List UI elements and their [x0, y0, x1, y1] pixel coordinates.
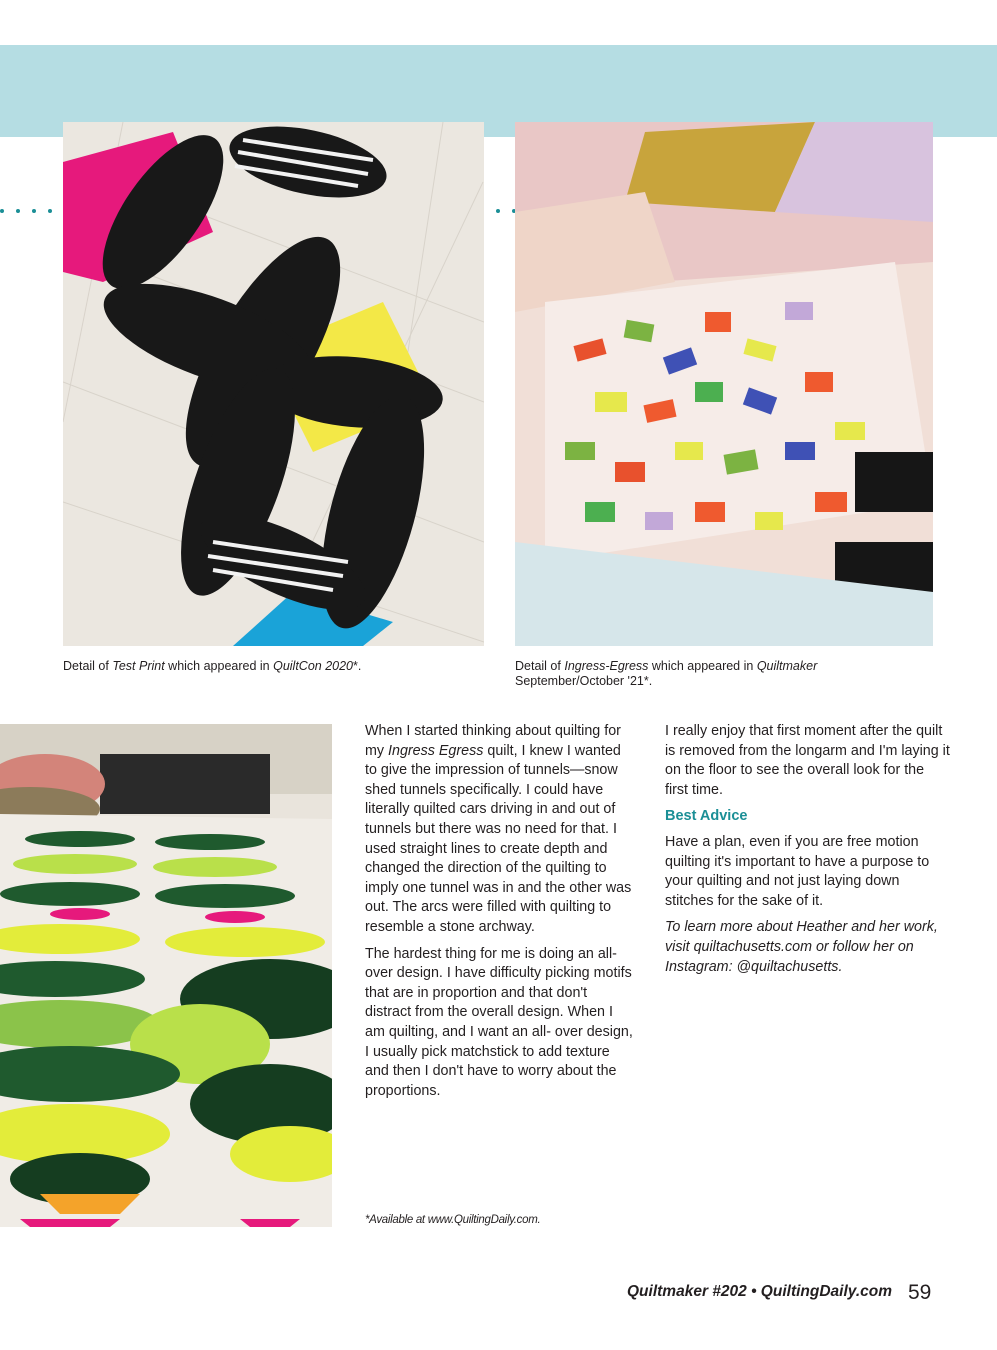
test-print-quilt-photo [63, 122, 484, 646]
caption-text: which appeared in [164, 659, 274, 673]
body-column-2 [665, 722, 950, 984]
paragraph: I really enjoy that first moment after the quilt is removed from the longarm and I'm laying it on the floor to see the overall look for the first time. [665, 723, 950, 798]
caption-quilt-title: Ingress-Egress [564, 659, 649, 673]
quilt-title: Ingress Egress [388, 742, 484, 759]
caption-ingress-egress [515, 659, 935, 689]
footnote: *Available at www.QuiltingDaily.com. [365, 1214, 541, 1226]
caption-text: Detail of [515, 659, 565, 673]
ingress-egress-quilt-photo [515, 122, 933, 646]
caption-text: September/October '21*. [515, 674, 653, 688]
caption-test-print [63, 659, 493, 674]
caption-text: Detail of [63, 659, 113, 673]
page-number: 59 [908, 1281, 932, 1304]
paragraph [365, 722, 633, 938]
section-heading: Best Advice [665, 808, 748, 825]
leaf-quilt-bed-photo [0, 724, 332, 1227]
paragraph: Have a plan, even if you are free motion quilting it's important to have a purpose to your quilting and not just laying down stitches for the sake of it. [665, 833, 930, 909]
footer-publication: Quiltmaker #202 • QuiltingDaily.com [627, 1283, 892, 1300]
caption-source: QuiltCon 2020 [273, 659, 354, 673]
paragraph: The hardest thing for me is doing an all- over design. I have difficulty picking motifs that are in proportion and that don't distract from the overall design. When I am quilting, and I want an all- over design, I usually pick matchstick to add texture and then I don't have to worry about the proportions. [365, 945, 633, 1099]
body-column-1 [365, 722, 633, 1108]
text: quilt, I knew I wanted to give the impression of tunnels—snow shed tunnels specifically. I could have literally quilted cars driving in and out of tunnels but there was no need for that. I used straight lines to create depth and changed the direction of the quilting to imply one tunnel was in and the other was out. The arcs were filled with quilting to resemble a stone archway. [365, 742, 632, 935]
caption-text: which appeared in [648, 659, 757, 673]
text: When I started thinking about quilting for my [365, 723, 621, 759]
caption-quilt-title: Test Print [112, 659, 165, 673]
caption-text: *. [353, 659, 362, 673]
caption-source: Quiltmaker [756, 659, 818, 673]
dotted-rule-left [0, 209, 64, 213]
author-links: To learn more about Heather and her work, visit quiltachusetts.com or follow her on Instagram: @quiltachusetts. [665, 919, 938, 975]
